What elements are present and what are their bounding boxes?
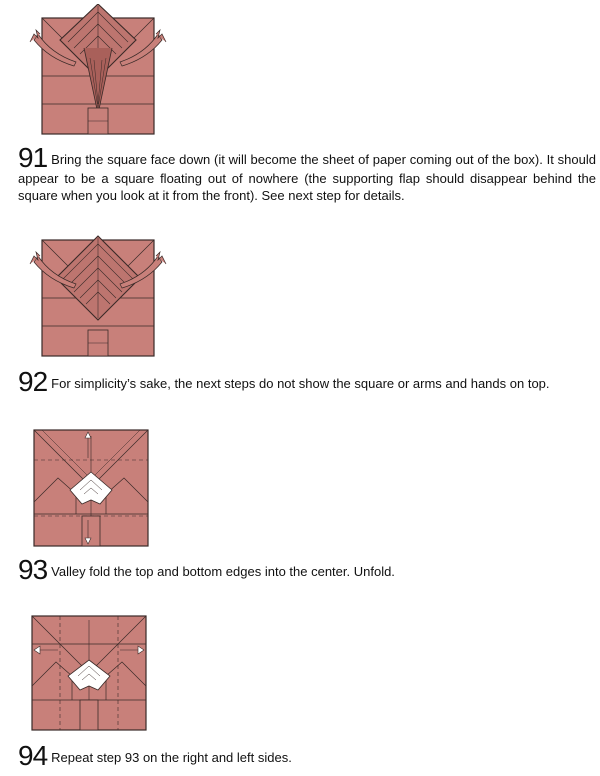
step-91 — [18, 142, 596, 204]
step-instruction: Repeat step 93 on the right and left sides. — [51, 750, 292, 765]
step-93-diagram — [32, 428, 152, 550]
step-instruction: For simplicity’s sake, the next steps do not show the square or arms and hands on top. — [51, 376, 550, 391]
step-93-text-block — [18, 554, 596, 585]
step-93 — [18, 554, 596, 585]
step-number: 94 — [18, 740, 48, 771]
step-92 — [18, 366, 596, 397]
step-92-text-block — [18, 366, 596, 397]
step-91-text-block — [18, 142, 596, 204]
step-instruction: Bring the square face down (it will become the sheet of paper coming out of the box). It should appear to be a square floating out of nowhere (the supporting flap should disappear behind the square when you look at it from the front). See next step for details. — [18, 152, 596, 203]
step-number: 92 — [18, 366, 48, 397]
step-92-diagram — [28, 234, 168, 358]
step-94 — [18, 740, 596, 771]
step-number: 93 — [18, 554, 48, 585]
step-94-text-block — [18, 740, 596, 771]
step-94-diagram — [26, 614, 152, 732]
step-instruction: Valley fold the top and bottom edges into the center. Unfold. — [51, 564, 395, 579]
step-91-diagram — [28, 4, 168, 136]
step-number: 91 — [18, 142, 48, 173]
